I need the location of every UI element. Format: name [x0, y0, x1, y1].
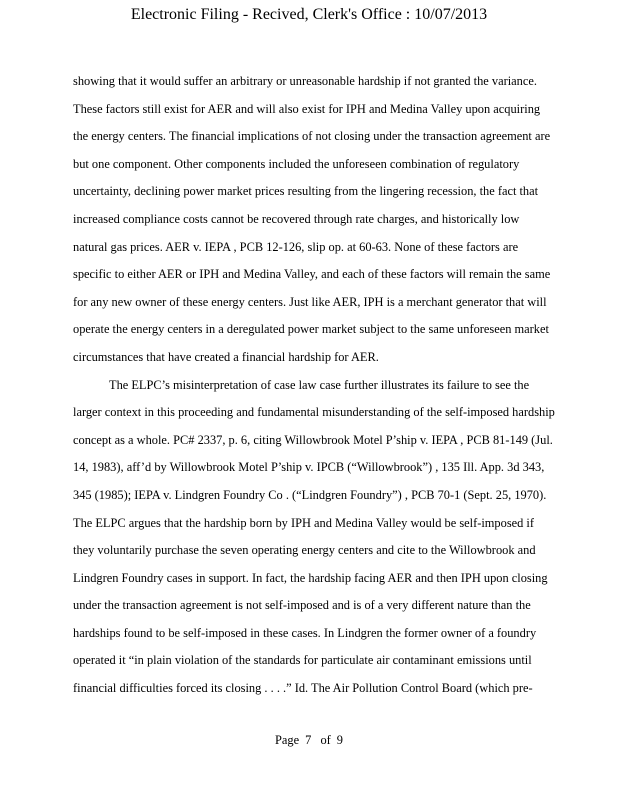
- text-line: concept as a whole. PC# 2337, p. 6, citing Willowbrook Motel P’ship v. IEPA , PCB 81-149 (Jul.: [73, 432, 553, 447]
- text-line: These factors still exist for AER and will also exist for IPH and Medina Valley upon acquiring: [73, 101, 541, 116]
- text-line: increased compliance costs cannot be recovered through rate charges, and historically low: [73, 211, 520, 226]
- text-line: uncertainty, declining power market prices resulting from the lingering recession, the fact that: [73, 184, 539, 199]
- text-line: operate the energy centers in a deregulated power market subject to the same unforeseen market: [73, 322, 549, 337]
- of-label: of: [320, 733, 331, 747]
- text-line: specific to either AER or IPH and Medina Valley, and each of these factors will remain the same: [73, 267, 551, 282]
- text-line: they voluntarily purchase the seven operating energy centers and cite to the Willowbrook and: [73, 543, 536, 558]
- page-footer: [0, 733, 618, 748]
- text-line: financial difficulties forced its closing . . . .” Id. The Air Pollution Control Board (which pre-: [73, 681, 533, 696]
- text-line: for any new owner of these energy centers. Just like AER, IPH is a merchant generator that will: [73, 294, 547, 309]
- text-line: under the transaction agreement is not self-imposed and is of a very different nature than the: [73, 598, 531, 613]
- text-line: circumstances that have created a financial hardship for AER.: [73, 349, 379, 364]
- text-line: larger context in this proceeding and fundamental misunderstanding of the self-imposed hardship: [73, 405, 555, 420]
- page-label: Page: [275, 733, 300, 747]
- page-number: 7: [305, 733, 312, 747]
- text-line: The ELPC argues that the hardship born by IPH and Medina Valley would be self-imposed if: [73, 515, 535, 530]
- text-line: The ELPC’s misinterpretation of case law case further illustrates its failure to see the: [109, 377, 530, 392]
- text-line: showing that it would suffer an arbitrary or unreasonable hardship if not granted the variance.: [73, 74, 537, 88]
- page-total: 9: [336, 733, 343, 747]
- text-line: natural gas prices. AER v. IEPA , PCB 12-126, slip op. at 60-63. None of these factors are: [73, 239, 519, 254]
- text-line: the energy centers. The financial implications of not closing under the transaction agreement are: [73, 129, 551, 144]
- text-line: Lindgren Foundry cases in support. In fact, the hardship facing AER and then IPH upon closing: [73, 570, 548, 585]
- text-line: 14, 1983), aff’d by Willowbrook Motel P’ship v. IPCB (“Willowbrook”) , 135 Ill. App. 3d 343,: [73, 460, 545, 475]
- text-line: but one component. Other components included the unforeseen combination of regulatory: [73, 156, 520, 171]
- text-line: 345 (1985); IEPA v. Lindgren Foundry Co . (“Lindgren Foundry”) , PCB 70-1 (Sept. 25, 1970).: [73, 487, 547, 502]
- filing-header: Electronic Filing - Recived, Clerk's Office : 10/07/2013: [130, 6, 488, 23]
- document-body: [73, 68, 593, 703]
- text-line: operated it “in plain violation of the standards for particulate air contaminant emissions until: [73, 653, 532, 668]
- text-line: hardships found to be self-imposed in these cases. In Lindgren the former owner of a foundry: [73, 625, 537, 640]
